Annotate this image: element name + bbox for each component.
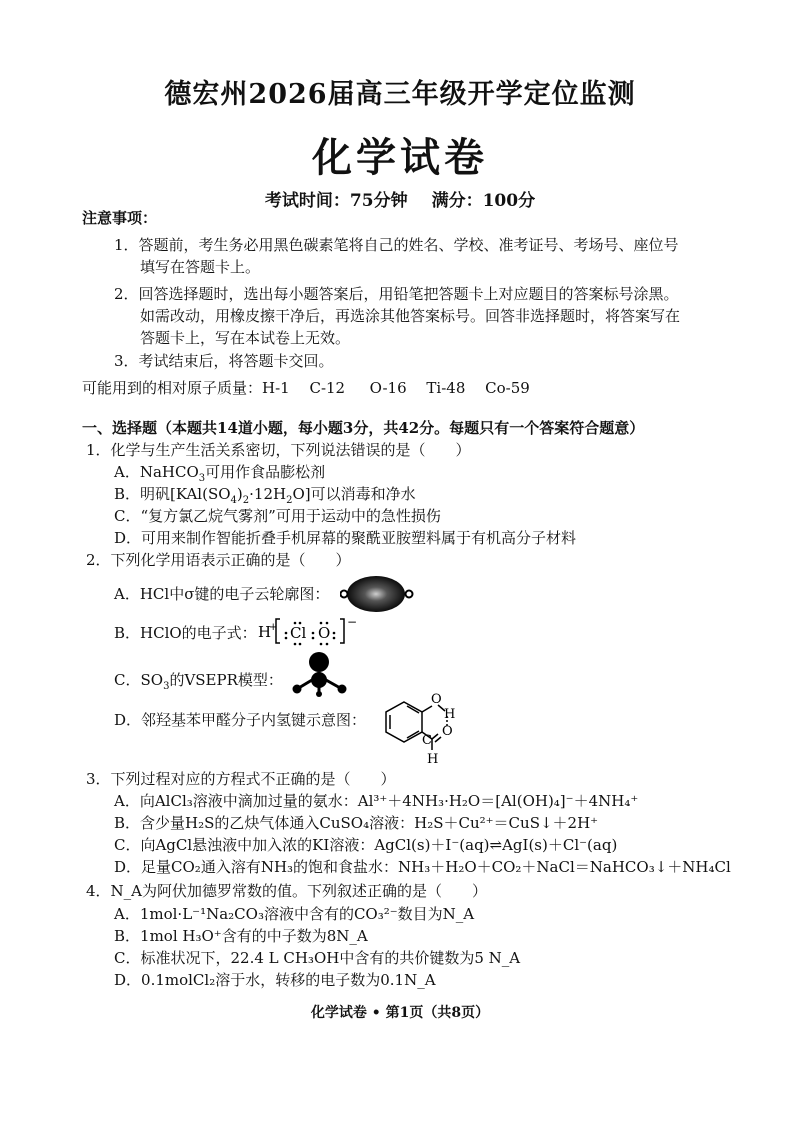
notice-item-3: 3．考试结束后，将答题卡交回。 <box>114 352 334 370</box>
svg-text:C: C <box>422 733 432 748</box>
q2-option-d: D．邻羟基苯甲醛分子内氢键示意图： <box>114 711 367 729</box>
svg-text:O: O <box>431 692 442 707</box>
q2-stem: 2．下列化学用语表示正确的是（ ） <box>86 551 351 569</box>
q1-option-a: A．NaHCO$_3$可用作食品膨松剂 <box>114 463 326 484</box>
notice-item-2-cont: 如需改动，用橡皮擦干净后，再选涂其他答案标号。回答非选择题时，将答案写在 <box>140 307 681 325</box>
svg-text:H: H <box>258 623 272 641</box>
full-score: 满分：100分 <box>431 191 536 211</box>
hclo-electron-formula <box>258 612 362 650</box>
svg-text:+: + <box>269 622 278 633</box>
svg-text:O: O <box>442 724 453 739</box>
q1-option-c: C．“复方氯乙烷气雾剂”可用于运动中的急性损伤 <box>114 507 441 525</box>
q3-option-d: D．足量CO₂通入溶有NH₃的饱和食盐水：NH₃＋H₂O＋CO₂＋NaCl＝NaHCO₃↓＋NH₄Cl <box>114 858 731 876</box>
exam-time: 考试时间：75分钟 <box>264 191 408 211</box>
svg-text:O: O <box>318 624 331 642</box>
sigma-bond-electron-cloud-figure <box>340 572 416 616</box>
so3-vsepr-model-figure <box>292 650 348 698</box>
notice-item-1: 1．答题前，考生务必用黑色碳素笔将自己的姓名、学校、准考证号、考场号、座位号 <box>114 236 679 254</box>
section-heading: 一、选择题（本题共14道小题，每小题3分，共42分。每题只有一个答案符合题意） <box>82 419 645 437</box>
notice-heading: 注意事项： <box>82 209 158 227</box>
q1-option-d: D．可用来制作智能折叠手机屏幕的聚酰亚胺塑料属于有机高分子材料 <box>114 529 577 547</box>
notice-item-1-cont: 填写在答题卡上。 <box>140 258 261 276</box>
q4-option-c: C．标准状况下，22.4 L CH₃OH中含有的共价键数为5 N_A <box>114 949 521 967</box>
notice-item-2: 2．回答选择题时，选出每小题答案后，用铅笔把答题卡上对应题目的答案标号涂黑。 <box>114 285 679 303</box>
notice-item-2-cont2: 答题卡上，写在本试卷上无效。 <box>140 329 351 347</box>
svg-text:−: − <box>347 615 358 629</box>
q3-option-c: C．向AgCl悬浊液中加入浓的KI溶液：AgCl(s)＋I⁻(aq)⇌AgI(s)＋Cl⁻(aq) <box>114 836 618 854</box>
q4-option-d: D．0.1molCl₂溶于水，转移的电子数为0.1N_A <box>114 971 436 989</box>
q3-option-b: B．含少量H₂S的乙炔气体通入CuSO₄溶液：H₂S＋Cu²⁺＝CuS↓＋2H⁺ <box>114 814 599 832</box>
page-footer: 化学试卷 • 第1页（共8页） <box>310 1005 490 1021</box>
q3-stem: 3．下列过程对应的方程式不正确的是（ ） <box>86 770 396 788</box>
svg-text:H: H <box>444 707 456 722</box>
q1-stem: 1．化学与生产生活关系密切，下列说法错误的是（ ） <box>86 441 471 459</box>
exam-title: 德宏州2026届高三年级开学定位监测 <box>164 79 636 110</box>
q3-option-a: A．向AlCl₃溶液中滴加过量的氨水：Al³⁺＋4NH₃·H₂O＝[Al(OH)₄]⁻＋4NH₄⁺ <box>114 792 639 810</box>
q2-option-b: B．HClO的电子式： <box>114 624 257 642</box>
q4-option-a: A．1mol·L⁻¹Na₂CO₃溶液中含有的CO₃²⁻数目为N_A <box>114 905 475 923</box>
q4-stem: 4．N_A为阿伏加德罗常数的值。下列叙述正确的是（ ） <box>86 882 488 900</box>
salicylaldehyde-hbond-figure <box>378 686 470 766</box>
atomic-mass-line: 可能用到的相对原子质量：H-1 C-12 O-16 Ti-48 Co-59 <box>82 379 530 397</box>
q2-option-a: A．HCl中σ键的电子云轮廓图： <box>114 585 330 603</box>
subject-title: 化学试卷 <box>312 134 488 181</box>
q2-option-c: C．$SO_3$的VSEPR模型： <box>114 671 283 692</box>
svg-text:H: H <box>427 752 439 766</box>
svg-text:Cl: Cl <box>290 624 307 642</box>
q4-option-b: B．1mol H₃O⁺含有的中子数为8N_A <box>114 927 368 945</box>
q1-option-b: B．明矾$[KAl(SO_4)_2\cdot 12H_2O]$可以消毒和净水 <box>114 485 416 506</box>
